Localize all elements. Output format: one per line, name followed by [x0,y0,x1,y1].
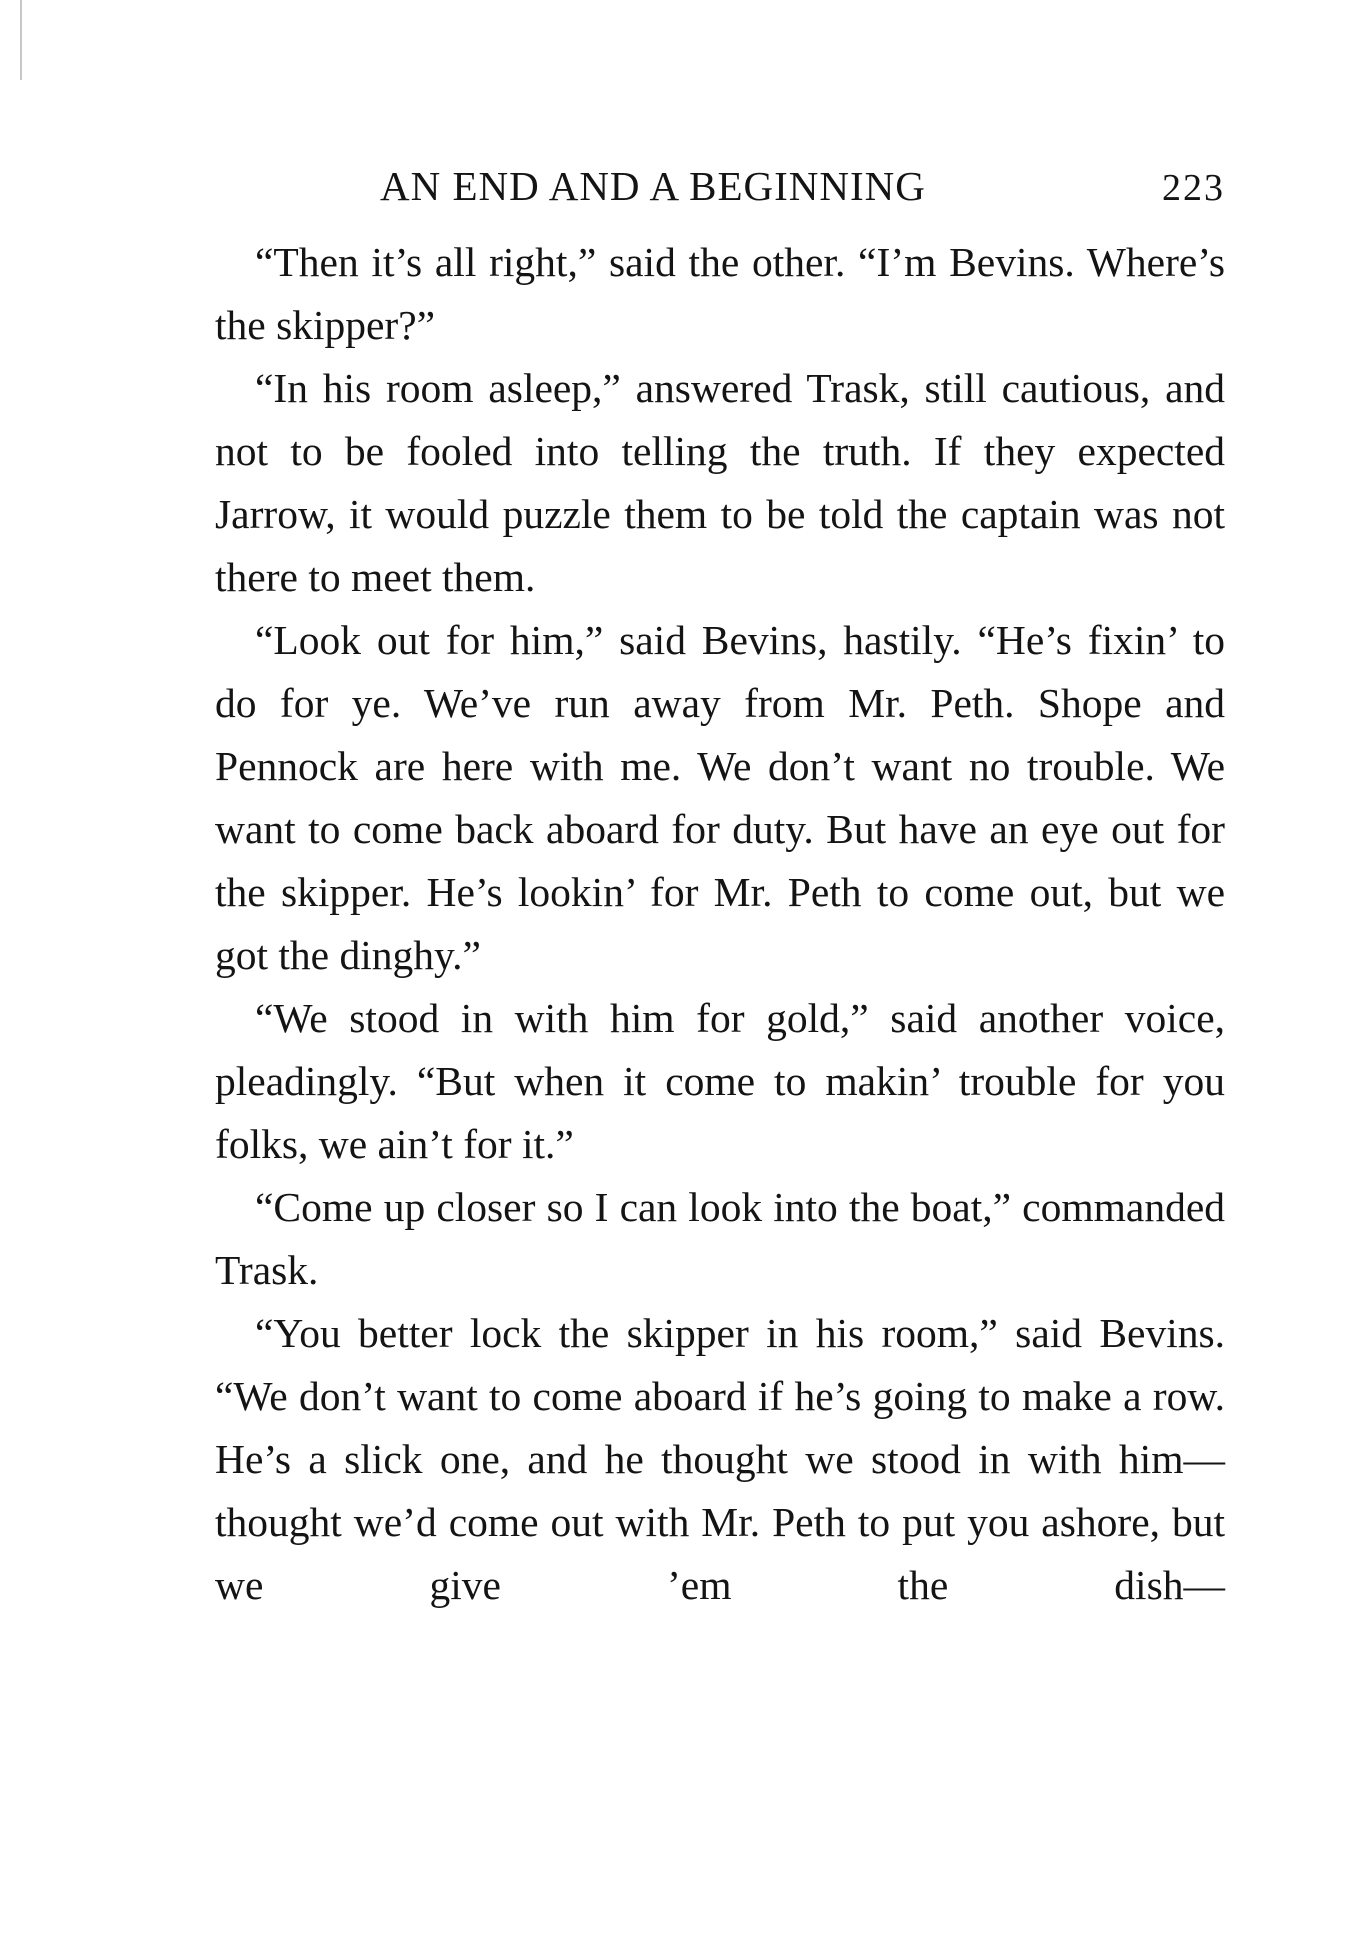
paragraph: “In his room asleep,” answered Trask, still cautious, and not to be fooled into telling the truth. If they expected Jarrow, it would puzzle them to be told the captain was not there to meet them. [215,365,1225,600]
paragraph: “Then it’s all right,” said the other. “I’m Bevins. Where’s the skipper?” [215,239,1225,348]
scan-speck [20,0,22,80]
paragraph: “You better lock the skipper in his room,” said Bevins. “We don’t want to come aboard if he’s going to make a row. He’s a slick one, and he thought we stood in with him—thought we’d come out with Mr. Peth to put you ashore, but we give ’em the dish— [215,1310,1225,1608]
paragraph: “Come up closer so I can look into the boat,” commanded Trask. [215,1184,1225,1293]
page-number: 223 [1162,167,1225,209]
running-head [215,158,1225,214]
paragraph: “We stood in with him for gold,” said another voice, pleadingly. “But when it come to makin’ trouble for you folks, we ain’t for it.” [215,995,1225,1167]
paragraph: “Look out for him,” said Bevins, hastily. “He’s fixin’ to do for ye. We’ve run away from Mr. Peth. Shope and Pennock are here with me. We don’t want no trouble. We want to come back aboard for duty. But have an eye out for the skipper. He’s lookin’ for Mr. Peth to come out, but we got the dinghy.” [215,617,1225,978]
running-title: AN END AND A BEGINNING [380,163,926,209]
body-text [215,231,1225,1617]
